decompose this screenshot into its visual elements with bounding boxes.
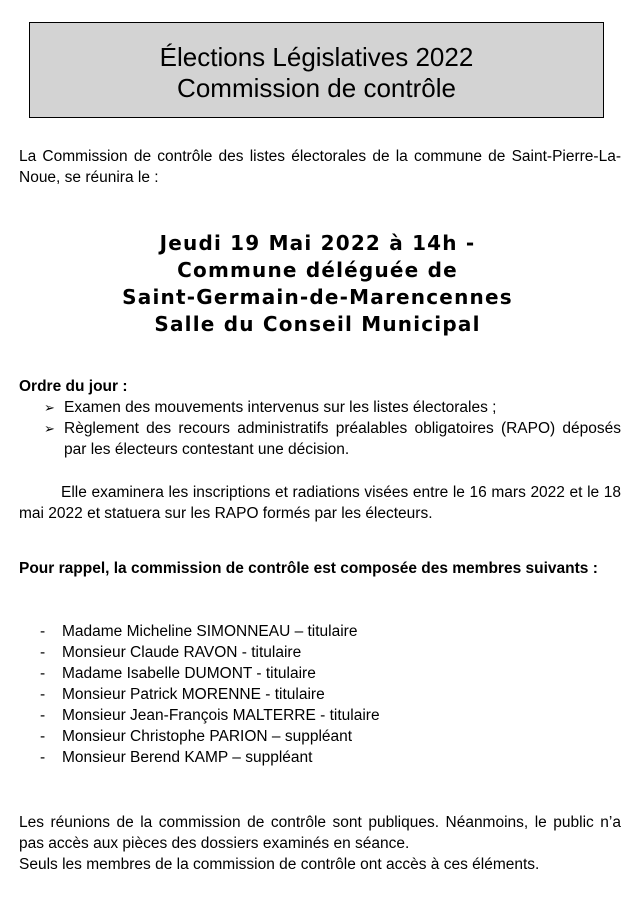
- member-item: [40, 621, 380, 642]
- dash-bullet: -: [40, 686, 46, 703]
- member-item: [40, 726, 380, 747]
- meeting-room: Salle du Conseil Municipal: [154, 312, 481, 336]
- arrow-bullet-icon: ➢: [44, 421, 55, 436]
- meeting-details: [0, 230, 635, 338]
- agenda-list: [44, 397, 621, 460]
- agenda-item: [44, 418, 621, 460]
- title-box: [29, 22, 604, 118]
- member-item: [40, 747, 380, 768]
- member-item: [40, 663, 380, 684]
- exam-paragraph: Elle examinera les inscriptions et radiations visées entre le 16 mars 2022 et le 18 mai 2022 et statuera sur les RAPO formés par les électeurs.: [19, 484, 621, 522]
- meeting-commune: Commune déléguée de: [177, 258, 458, 282]
- dash-bullet: -: [40, 644, 46, 661]
- members-title: Pour rappel, la commission de contrôle est composée des membres suivants :: [19, 560, 598, 577]
- dash-bullet: -: [40, 728, 46, 745]
- meeting-town: Saint-Germain-de-Marencennes: [122, 285, 513, 309]
- intro-paragraph: La Commission de contrôle des listes électorales de la commune de Saint-Pierre-La-Noue, se réunira le :: [19, 148, 621, 186]
- dash-bullet: -: [40, 623, 46, 640]
- public-notice-line: Les réunions de la commission de contrôle sont publiques. Néanmoins, le public n’a pas accès aux pièces des dossiers examinés en séance.: [19, 814, 621, 852]
- member-name: Monsieur Berend KAMP – suppléant: [62, 749, 313, 766]
- member-name: Madame Micheline SIMONNEAU – titulaire: [62, 623, 358, 640]
- page-title: Élections Législatives 2022: [159, 42, 474, 72]
- member-name: Monsieur Christophe PARION – suppléant: [62, 728, 353, 745]
- member-name: Monsieur Patrick MORENNE - titulaire: [62, 686, 325, 703]
- page-subtitle: Commission de contrôle: [177, 73, 456, 103]
- member-item: [40, 642, 380, 663]
- member-name: Monsieur Claude RAVON - titulaire: [62, 644, 302, 661]
- agenda-item: [44, 397, 621, 418]
- agenda-item-text: Examen des mouvements intervenus sur les listes électorales ;: [64, 399, 497, 416]
- public-notice: [19, 812, 621, 875]
- members-list: [40, 621, 380, 768]
- member-name: Madame Isabelle DUMONT - titulaire: [62, 665, 316, 682]
- access-notice-line: Seuls les membres de la commission de contrôle ont accès à ces éléments.: [19, 856, 540, 873]
- member-item: [40, 684, 380, 705]
- arrow-bullet-icon: ➢: [44, 400, 55, 415]
- member-name: Monsieur Jean-François MALTERRE - titulaire: [62, 707, 380, 724]
- agenda-item-text: Règlement des recours administratifs préalables obligatoires (RAPO) déposés par les électeurs contestant une décision.: [64, 420, 621, 458]
- dash-bullet: -: [40, 665, 46, 682]
- meeting-date: Jeudi 19 Mai 2022 à 14h -: [159, 231, 476, 255]
- dash-bullet: -: [40, 707, 46, 724]
- member-item: [40, 705, 380, 726]
- dash-bullet: -: [40, 749, 46, 766]
- agenda-title: Ordre du jour :: [19, 378, 128, 395]
